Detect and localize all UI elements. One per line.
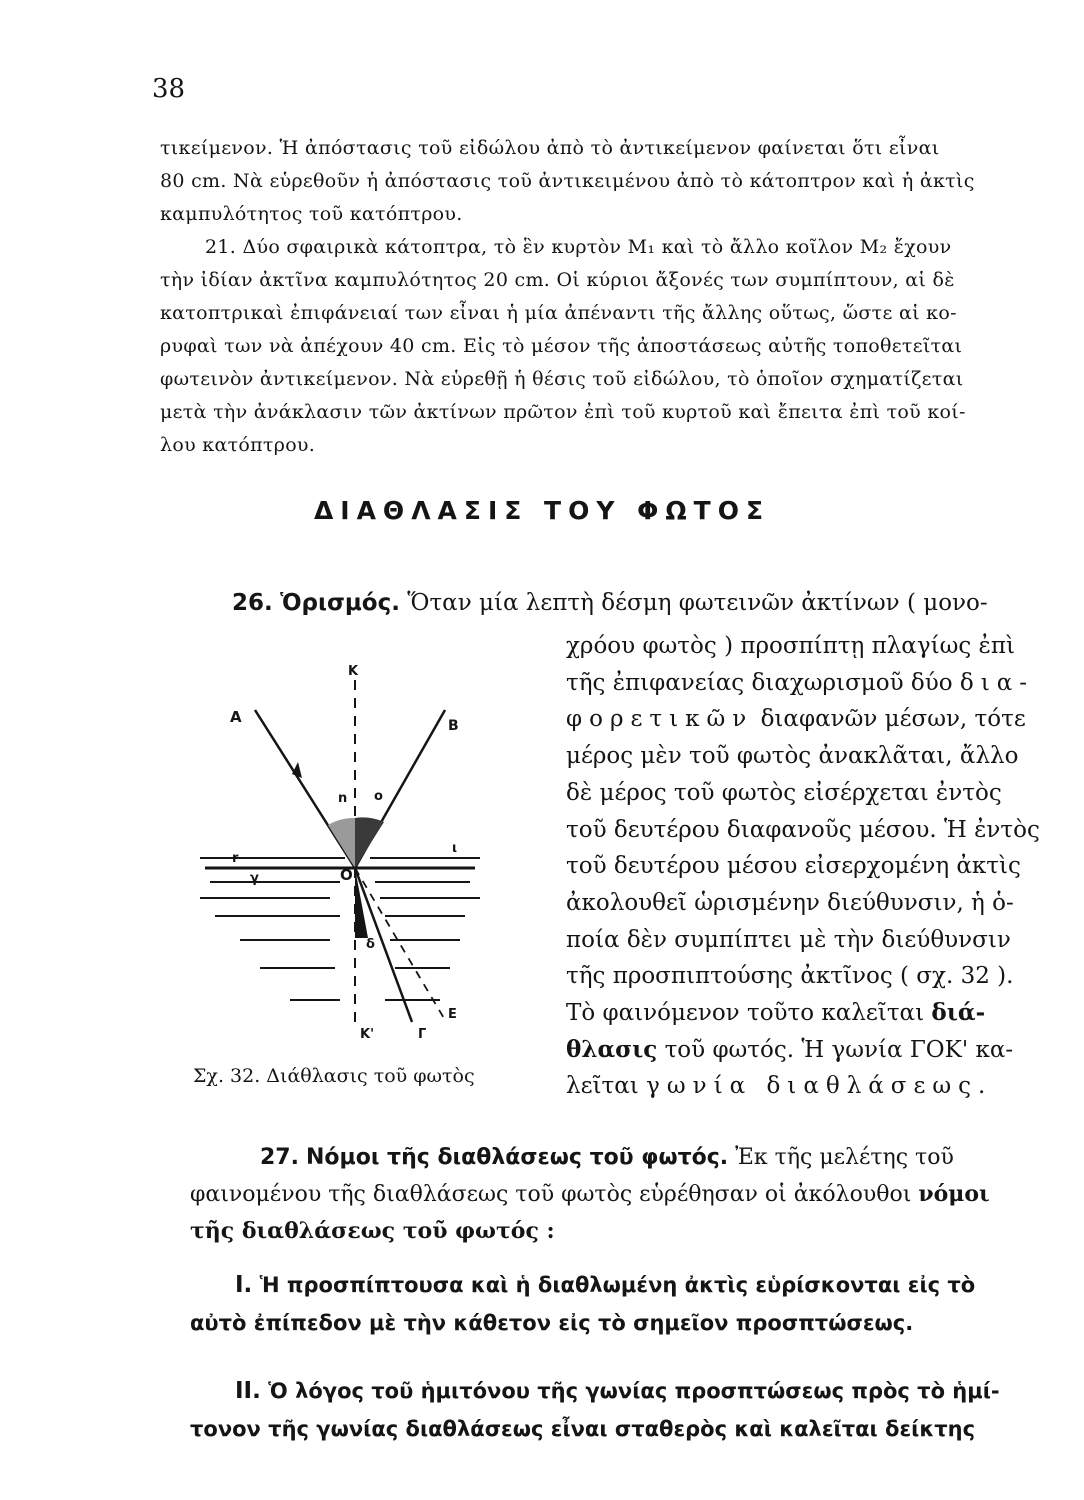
intro-line: καμπυλότητος τοῦ κατόπτρου.: [160, 203, 463, 225]
incident-ray: [255, 710, 355, 868]
section-27-text: φαινομένου τῆς διαθλάσεως τοῦ φωτὸς εὑρέθησαν οἱ ἀκόλουθοι: [190, 1182, 912, 1207]
section-26-line: [566, 1032, 1036, 1069]
section-26-spaced-text: φορετικῶν: [566, 706, 754, 733]
term-refraction-angle: γωνία διαθλάσεως.: [646, 1073, 993, 1100]
section-26-line: μέρος μὲν τοῦ φωτὸς ἀνακλᾶται, ἄλλο: [566, 743, 1019, 770]
section-26-text: Ὅταν μία λεπτὴ δέσμη φωτεινῶν ἀκτίνων ( μονο-: [407, 590, 988, 616]
law-2-text: Ὁ λόγος τοῦ ἡμιτόνου τῆς γωνίας προσπτώσεως πρὸς τὸ ἡμί-: [268, 1379, 1000, 1403]
label-delta: δ: [366, 937, 375, 952]
law-2-line: [190, 1372, 1038, 1410]
section-26-text: Τὸ φαινόμενον τοῦτο καλεῖται: [566, 1000, 925, 1027]
exercise-21-line: μετὰ τὴν ἀνάκλασιν τῶν ἀκτίνων πρῶτον ἐπὶ τοῦ κυρτοῦ καὶ ἔπειτα ἐπὶ τοῦ κοί-: [160, 401, 966, 423]
label-B: B: [448, 718, 459, 734]
label-r: r: [232, 851, 239, 866]
section-27-line: [190, 1140, 1035, 1176]
section-27-text: Ἐκ τῆς μελέτης τοῦ: [735, 1145, 954, 1170]
section-26-line: τῆς προσπιπτούσης ἀκτῖνος ( σχ. 32 ).: [566, 963, 1014, 990]
section-26-line: ἀκολουθεῖ ὡρισμένην διεύθυνσιν, ἡ ὁ-: [566, 889, 1014, 916]
label-Gamma: Γ: [418, 1027, 427, 1042]
section-26-line: χρόου φωτὸς ) προσπίπτῃ πλαγίως ἐπὶ: [566, 633, 1016, 659]
section-27: [190, 1140, 1035, 1249]
section-27-title: Νόμοι τῆς διαθλάσεως τοῦ φωτός.: [305, 1145, 729, 1170]
section-27-line: τῆς διαθλάσεως τοῦ φωτός :: [190, 1218, 555, 1244]
label-gamma-lower: γ: [250, 871, 259, 886]
section-26-line: [566, 701, 1036, 738]
label-A: A: [230, 708, 242, 726]
law-1-numeral: I.: [235, 1272, 253, 1298]
figure-caption: Σχ. 32. Διάθλασις τοῦ φωτὸς: [193, 1065, 475, 1087]
section-26-first-line: [232, 590, 988, 616]
section-26-spaced-text: δια-: [959, 669, 1035, 696]
law-1-text: Ἡ προσπίπτουσα καὶ ἡ διαθλωμένη ἀκτὶς εὑρίσκονται εἰς τὸ: [259, 1273, 976, 1297]
section-26-title: Ὁρισμός.: [280, 590, 400, 616]
section-27-number: 27.: [260, 1145, 299, 1170]
exercise-21-line: τὴν ἰδίαν ἀκτῖνα καμπυλότητος 20 cm. Οἱ κύριοι ἄξονές των συμπίπτουν, αἱ δὲ: [160, 269, 955, 291]
section-26-line: ποία δὲν συμπίπτει μὲ τὴν διεύθυνσιν: [566, 926, 1011, 953]
section-27-line: [190, 1176, 1035, 1213]
exercise-21-line: κατοπτρικαὶ ἐπιφάνειαί των εἶναι ἡ μία ἀπέναντι τῆς ἄλλης οὕτως, ὥστε αἱ κο-: [160, 302, 957, 324]
law-1-line: αὐτὸ ἐπίπεδον μὲ τὴν κάθετον εἰς τὸ σημεῖον προσπτώσεως.: [190, 1311, 914, 1335]
law-2-line: τονον τῆς γωνίας διαθλάσεως εἶναι σταθερὸς καὶ καλεῖται δείκτης: [190, 1417, 976, 1441]
label-o-small: o: [374, 789, 383, 804]
exercise-21-line: ρυφαὶ των νὰ ἀπέχουν 40 cm. Εἰς τὸ μέσον τῆς ἀποστάσεως αὐτῆς τοποθετεῖται: [160, 335, 963, 357]
intro-paragraphs: [160, 132, 1030, 462]
section-26-line: [566, 995, 1036, 1032]
section-26-number: 26.: [232, 590, 273, 616]
refracted-ray: [355, 868, 412, 1022]
label-n: n: [338, 791, 348, 806]
term-laws: νόμοι: [918, 1181, 990, 1207]
section-26-line: τοῦ δευτέρου μέσου εἰσερχομένη ἀκτὶς: [566, 853, 1021, 880]
page-number: 38: [152, 74, 186, 104]
term-refraction: θλασις: [566, 1035, 658, 1063]
law-2: [190, 1372, 1038, 1448]
section-26-line: [566, 665, 1036, 702]
incidence-angle-fill: [328, 818, 355, 868]
chapter-heading: ΔΙΑΘΛΑΣΙΣ ΤΟΥ ΦΩΤΟΣ: [313, 496, 771, 525]
label-K-prime: K': [360, 1027, 375, 1042]
section-26-line: τοῦ δευτέρου διαφανοῦς μέσου. Ἡ ἐντὸς: [566, 816, 1040, 843]
label-O: O: [340, 866, 353, 884]
section-26-text: λεῖται: [566, 1073, 639, 1100]
section-26-text: τοῦ φωτός. Ἡ γωνία ΓΟΚ' κα-: [664, 1036, 1014, 1063]
label-i: ι: [452, 841, 458, 856]
label-K: K: [348, 664, 359, 679]
exercise-21-line: φωτεινὸν ἀντικείμενον. Νὰ εὑρεθῇ ἡ θέσις τοῦ εἰδώλου, τὸ ὁποῖον σχηματίζεται: [160, 368, 964, 390]
law-2-numeral: II.: [235, 1378, 261, 1404]
section-26-line: δὲ μέρος τοῦ φωτὸς εἰσέρχεται ἐντὸς: [566, 779, 1002, 806]
intro-line: τικείμενον. Ἡ ἀπόστασις τοῦ εἰδώλου ἀπὸ τὸ ἀντικείμενον φαίνεται ὅτι εἶναι: [160, 137, 940, 159]
section-26-column: [566, 628, 1040, 1105]
refraction-figure: [190, 650, 490, 1050]
label-E: E: [448, 1007, 457, 1022]
intro-line: 80 cm. Νὰ εὑρεθοῦν ἡ ἀπόστασις τοῦ ἀντικειμένου ἀπὸ τὸ κάτοπτρον καὶ ἡ ἀκτὶς: [160, 170, 975, 192]
law-1-line: [190, 1266, 1038, 1304]
exercise-21-line: 21. Δύο σφαιρικὰ κάτοπτρα, τὸ ἓν κυρτὸν M₁ καὶ τὸ ἄλλο κοῖλον M₂ ἔχουν: [205, 236, 952, 258]
section-26-line: [566, 1068, 1036, 1105]
term-refraction: διά-: [931, 999, 986, 1027]
section-26-text: τῆς ἐπιφανείας διαχωρισμοῦ δύο: [566, 669, 953, 696]
reflection-angle-fill: [355, 817, 384, 868]
refraction-angle-fill: [355, 868, 368, 938]
exercise-21-line: λου κατόπτρου.: [160, 434, 316, 456]
law-1: [190, 1266, 1038, 1342]
section-26-text: διαφανῶν μέσων, τότε: [760, 706, 1026, 733]
